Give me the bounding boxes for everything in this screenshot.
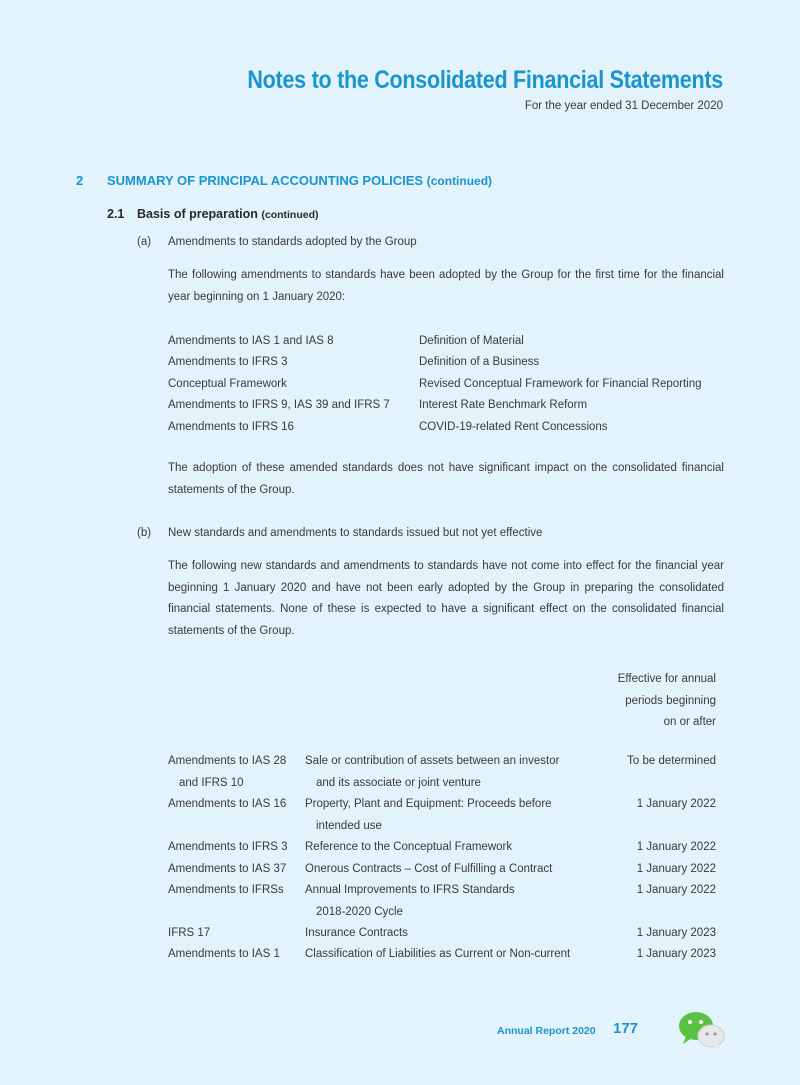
pending-effective-date: 1 January 2022 <box>636 841 716 853</box>
pending-description: Property, Plant and Equipment: Proceeds before <box>305 798 552 810</box>
section-title-suffix: (continued) <box>426 174 493 188</box>
adopted-description: Interest Rate Benchmark Reform <box>419 399 588 411</box>
adopted-description: Revised Conceptual Framework for Financial Reporting <box>419 378 702 390</box>
pending-description-cont: intended use <box>316 820 382 832</box>
effective-header-line: on or after <box>663 716 716 728</box>
pending-standard: Amendments to IFRS 3 <box>168 841 288 853</box>
pending-description: Annual Improvements to IFRS Standards <box>305 884 515 896</box>
effective-date-header <box>618 669 716 734</box>
pending-effective-date: 1 January 2023 <box>636 927 716 939</box>
section-title-text: SUMMARY OF PRINCIPAL ACCOUNTING POLICIES <box>107 173 424 188</box>
pending-description: Classification of Liabilities as Current or Non-current <box>305 948 571 960</box>
pending-description-cont: and its associate or joint venture <box>316 777 481 789</box>
pending-effective-date: 1 January 2022 <box>636 884 716 896</box>
wechat-icon <box>677 1011 727 1051</box>
pending-description: Insurance Contracts <box>305 927 408 939</box>
pending-description: Onerous Contracts – Cost of Fulfilling a Contract <box>305 863 553 875</box>
subsection-title-text: Basis of preparation <box>137 207 258 221</box>
page-title: Notes to the Consolidated Financial Statements <box>247 66 723 94</box>
pending-effective-date: 1 January 2022 <box>636 863 716 875</box>
pending-effective-date: 1 January 2022 <box>636 798 716 810</box>
effective-header-line: periods beginning <box>625 694 716 707</box>
adopted-description: Definition of a Business <box>419 356 540 368</box>
pending-description-cont: 2018-2020 Cycle <box>316 906 403 918</box>
part-a-label: (a) <box>137 236 152 248</box>
pending-description: Sale or contribution of assets between an investor <box>305 755 560 767</box>
adopted-standard: Amendments to IFRS 3 <box>168 356 288 368</box>
page-number: 177 <box>613 1020 639 1037</box>
adopted-standard: Conceptual Framework <box>168 378 287 390</box>
adopted-standard: Amendments to IFRS 16 <box>168 421 294 433</box>
pending-effective-date: 1 January 2023 <box>636 948 716 960</box>
pending-standard: Amendments to IAS 16 <box>168 798 287 810</box>
effective-header-line: Effective for annual <box>617 673 716 685</box>
subsection-number: 2.1 <box>107 207 125 221</box>
pending-standard-cont: and IFRS 10 <box>179 777 244 789</box>
part-b-intro: The following new standards and amendments to standards have not come into effect for the financial year beginning 1 January 2020 and have not been early adopted by the Group in preparing the consolidated financial statements. None of these is expected to have a significant effect on the consolidated financial statements of the Group. <box>168 560 724 637</box>
pending-standard: Amendments to IFRSs <box>168 884 284 896</box>
subsection-title <box>137 207 319 221</box>
part-a-conclusion: The adoption of these amended standards does not have significant impact on the consolidated financial statements of the Group. <box>168 462 724 496</box>
adopted-description: Definition of Material <box>419 335 524 347</box>
pending-standard: Amendments to IAS 28 <box>168 755 287 767</box>
part-a-heading: Amendments to standards adopted by the Group <box>168 236 417 248</box>
section-title <box>107 173 492 188</box>
adopted-standard: Amendments to IFRS 9, IAS 39 and IFRS 7 <box>168 399 390 411</box>
section-number: 2 <box>76 173 84 188</box>
part-b-heading: New standards and amendments to standards issued but not yet effective <box>168 527 543 539</box>
pending-standard: Amendments to IAS 37 <box>168 863 287 875</box>
pending-standard: Amendments to IAS 1 <box>168 948 280 960</box>
part-b-label: (b) <box>137 527 152 539</box>
pending-description: Reference to the Conceptual Framework <box>305 841 513 853</box>
pending-standard: IFRS 17 <box>168 927 211 939</box>
page-subtitle: For the year ended 31 December 2020 <box>524 100 723 112</box>
adopted-description: COVID-19-related Rent Concessions <box>419 421 608 433</box>
part-a-intro: The following amendments to standards have been adopted by the Group for the first time for the financial year beginning on 1 January 2020: <box>168 269 724 303</box>
footer-report-name: Annual Report 2020 <box>497 1025 596 1037</box>
subsection-title-suffix: (continued) <box>261 209 319 221</box>
adopted-standard: Amendments to IAS 1 and IAS 8 <box>168 335 334 347</box>
pending-effective-date: To be determined <box>627 755 716 767</box>
